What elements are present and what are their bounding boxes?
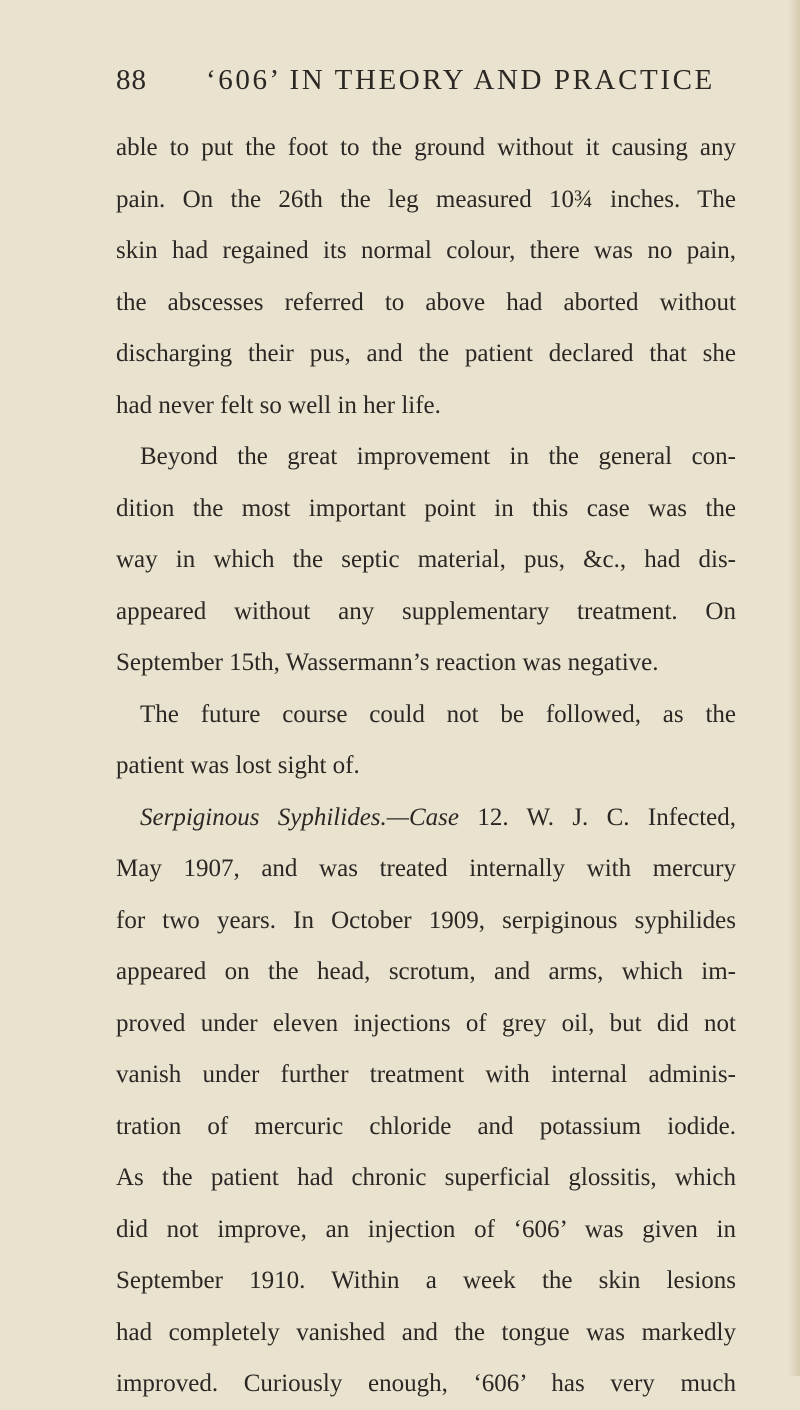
text-line: Beyond the great improvement in the general con- [140, 443, 736, 470]
text-line: discharging their pus, and the patient declared that she [116, 340, 736, 367]
case-heading-rest: 12. W. J. C. Infected, [459, 803, 737, 831]
case-heading-line [116, 792, 736, 844]
text-line: for two years. In October 1909, serpiginous syphilides [116, 906, 736, 934]
text-line: September 1910. Within a week the skin lesions [116, 1267, 736, 1294]
running-title: ‘606’ IN THEORY AND PRACTICE [206, 64, 715, 96]
case-heading-italic: Serpiginous Syphilides.—Case [140, 803, 460, 831]
text-line: able to put the foot to the ground without it causing any [116, 134, 736, 161]
text-line: the abscesses referred to above had aborted without [116, 288, 736, 316]
text-line: proved under eleven injections of grey oil, but did not [116, 1009, 736, 1037]
text-line: dition the most important point in this case was the [116, 494, 736, 522]
page-number: 88 [116, 64, 147, 96]
text-line: did not improve, an injection of ‘606’ was given in [116, 1215, 736, 1243]
page-edge-shadow [788, 0, 800, 1376]
text-line: way in which the septic material, pus, &c., had dis- [116, 546, 736, 573]
text-line: The future course could not be followed, as the [140, 700, 736, 728]
body-text [116, 122, 736, 1410]
text-line: September 15th, Wassermann’s reaction was negative. [116, 649, 659, 676]
text-line: May 1907, and was treated internally with mercury [116, 855, 736, 882]
text-line: improved. Curiously enough, ‘606’ has very much [116, 1370, 736, 1397]
text-line: appeared on the head, scrotum, and arms, which im- [116, 958, 736, 985]
text-line: pain. On the 26th the leg measured 10¾ inches. The [116, 185, 736, 213]
text-line: skin had regained its normal colour, there was no pain, [116, 237, 736, 264]
text-line: appeared without any supplementary treatment. On [116, 597, 736, 625]
text-line: vanish under further treatment with internal adminis- [116, 1061, 736, 1088]
text-line: tration of mercuric chloride and potassium iodide. [116, 1112, 736, 1140]
text-line: patient was lost sight of. [116, 752, 360, 779]
page-header [116, 64, 736, 104]
text-line: had never felt so well in her life. [116, 391, 441, 419]
text-line: As the patient had chronic superficial glossitis, which [116, 1164, 736, 1191]
text-line: had completely vanished and the tongue was markedly [116, 1318, 736, 1346]
